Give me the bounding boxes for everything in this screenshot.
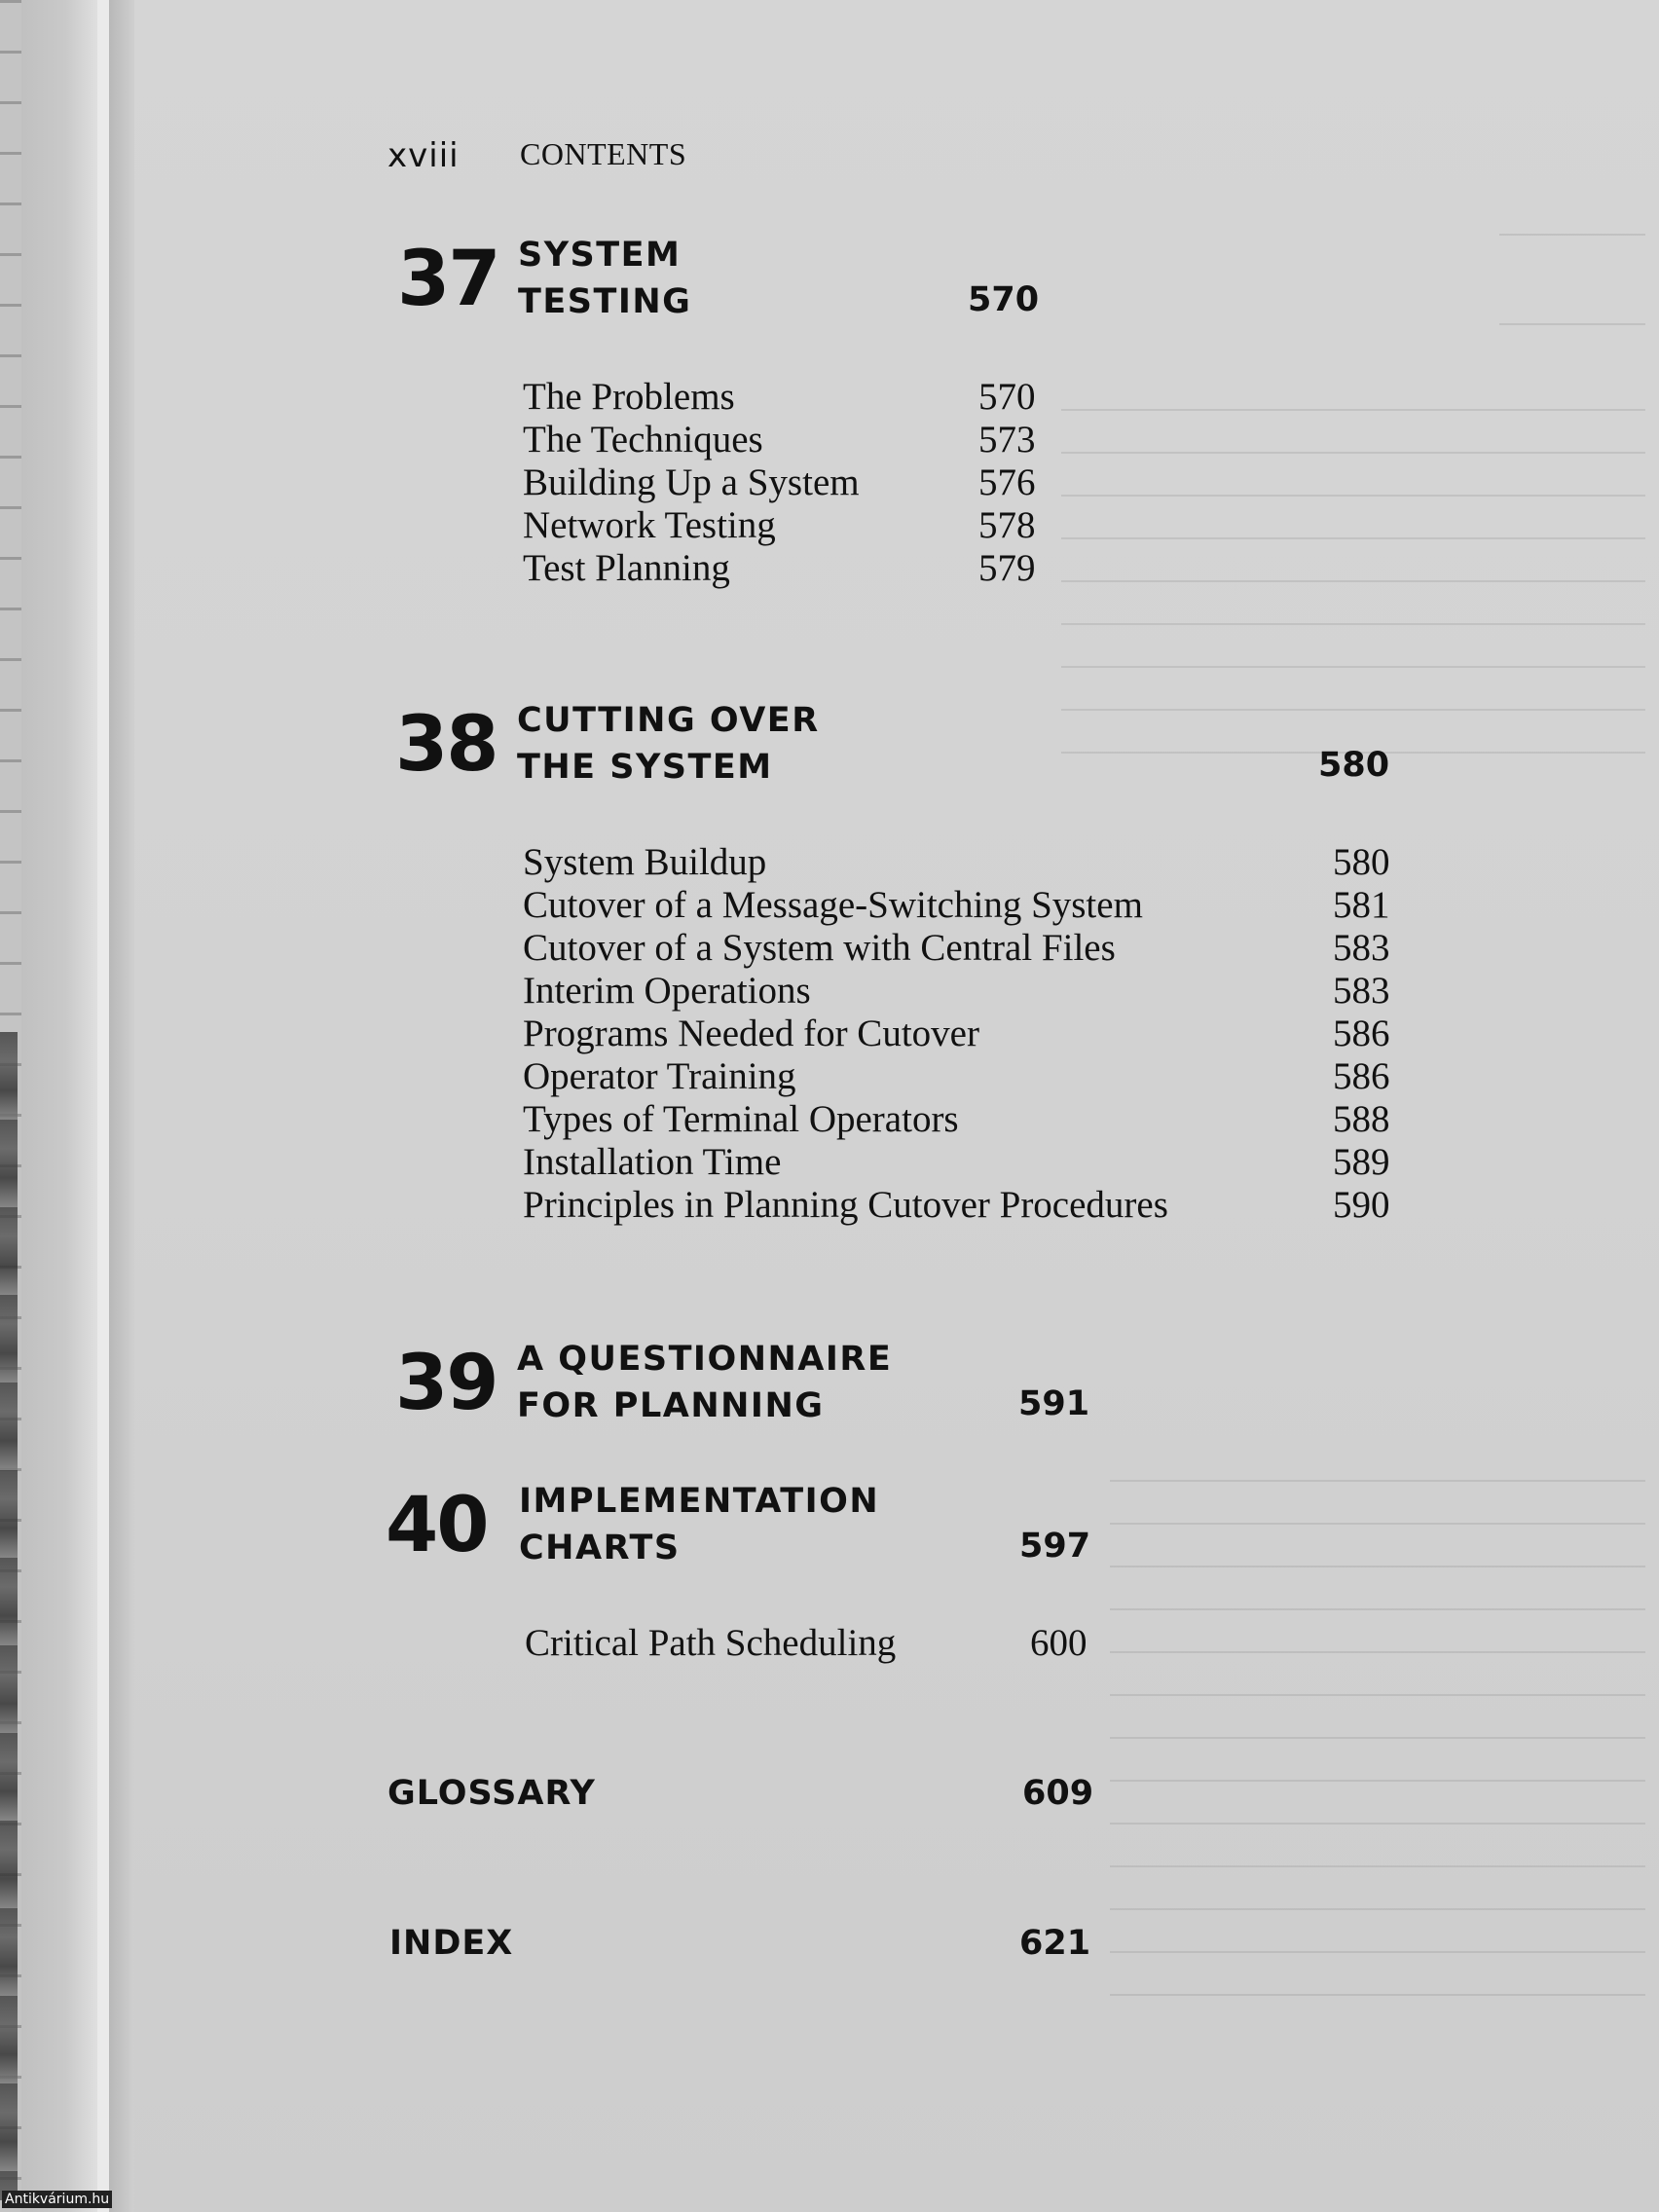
- chapter-number: 39: [395, 1340, 498, 1427]
- toc-entry: [523, 1055, 1399, 1098]
- watermark: Antikvárium.hu: [2, 2191, 112, 2208]
- section-list: [525, 1622, 1109, 1665]
- entry-title: Principles in Planning Cutover Procedures: [523, 1184, 1168, 1226]
- toc-entry: [523, 547, 1039, 590]
- entry-page: 600: [1030, 1622, 1088, 1664]
- chapter-title-line: TESTING: [518, 282, 692, 321]
- show-through: [1110, 1480, 1645, 2025]
- toc-entry: [523, 970, 1399, 1013]
- entry-page: 586: [1333, 1055, 1390, 1097]
- gutter-shadow: [109, 0, 134, 2212]
- show-through: [1499, 234, 1645, 325]
- entry-title: Building Up a System: [523, 461, 860, 503]
- chapter-title-line: FOR PLANNING: [517, 1386, 825, 1425]
- chapter-title: [519, 1478, 879, 1571]
- toc-entry: [523, 1098, 1399, 1141]
- chapter-page: 570: [968, 280, 1040, 319]
- entry-title: Cutover of a Message-Switching System: [523, 884, 1143, 926]
- chapter-number: 40: [386, 1482, 488, 1569]
- chapter-page: 597: [1019, 1527, 1091, 1566]
- entry-title: The Techniques: [523, 419, 763, 461]
- chapter-page: 580: [1318, 746, 1390, 785]
- entry-title: Network Testing: [523, 504, 776, 546]
- entry-page: 589: [1333, 1141, 1390, 1183]
- toc-entry: [523, 1184, 1399, 1227]
- entry-title: Critical Path Scheduling: [525, 1622, 897, 1664]
- binding-shadow: [0, 1032, 18, 2200]
- toc-entry: [523, 419, 1039, 461]
- chapter-number: 37: [397, 236, 499, 323]
- entry-page: 583: [1333, 970, 1390, 1012]
- entry-page: 588: [1333, 1098, 1390, 1140]
- page-number: xviii: [387, 136, 460, 175]
- glossary-page: 609: [1022, 1774, 1094, 1813]
- running-title: CONTENTS: [520, 136, 687, 171]
- chapter-title-line: THE SYSTEM: [517, 748, 773, 787]
- entry-page: 579: [978, 547, 1036, 589]
- toc-entry: [523, 1141, 1399, 1184]
- chapter-title-line: SYSTEM: [518, 236, 682, 275]
- toc-entry: [523, 1013, 1399, 1055]
- chapter-title-line: CUTTING OVER: [517, 701, 820, 740]
- entry-title: Operator Training: [523, 1055, 796, 1097]
- toc-entry: [523, 884, 1399, 927]
- entry-title: Test Planning: [523, 547, 730, 589]
- page-stack-edge: [97, 0, 109, 2212]
- entry-title: Cutover of a System with Central Files: [523, 927, 1116, 969]
- entry-page: 590: [1333, 1184, 1390, 1226]
- section-list: [523, 841, 1399, 1227]
- toc-entry: [523, 376, 1039, 419]
- chapter-title: [517, 1336, 892, 1429]
- toc-entry: [523, 461, 1039, 504]
- toc-entry: [525, 1622, 1109, 1665]
- toc-entry: [523, 504, 1039, 547]
- chapter-title-line: A QUESTIONNAIRE: [517, 1340, 893, 1379]
- glossary-title: GLOSSARY: [387, 1774, 596, 1813]
- section-list: [523, 376, 1039, 590]
- chapter-title-line: IMPLEMENTATION: [519, 1482, 880, 1521]
- chapter-title: [517, 697, 820, 791]
- chapter-number: 38: [395, 701, 498, 789]
- index-page: 621: [1019, 1924, 1091, 1963]
- entry-page: 573: [978, 419, 1036, 461]
- entry-title: Installation Time: [523, 1141, 782, 1183]
- entry-page: 586: [1333, 1013, 1390, 1054]
- entry-page: 578: [978, 504, 1036, 546]
- entry-page: 581: [1333, 884, 1390, 926]
- entry-title: Interim Operations: [523, 970, 811, 1012]
- chapter-title-line: CHARTS: [519, 1529, 681, 1567]
- entry-page: 580: [1333, 841, 1390, 883]
- chapter-title: [518, 232, 691, 325]
- toc-entry: [523, 927, 1399, 970]
- toc-entry: [523, 841, 1399, 884]
- entry-title: The Problems: [523, 376, 735, 418]
- entry-page: 583: [1333, 927, 1390, 969]
- show-through: [1061, 409, 1645, 779]
- entry-title: Types of Terminal Operators: [523, 1098, 959, 1140]
- entry-title: System Buildup: [523, 841, 767, 883]
- entry-title: Programs Needed for Cutover: [523, 1013, 979, 1054]
- entry-page: 576: [978, 461, 1036, 503]
- index-title: INDEX: [389, 1924, 514, 1963]
- chapter-page: 591: [1018, 1384, 1090, 1423]
- entry-page: 570: [978, 376, 1036, 418]
